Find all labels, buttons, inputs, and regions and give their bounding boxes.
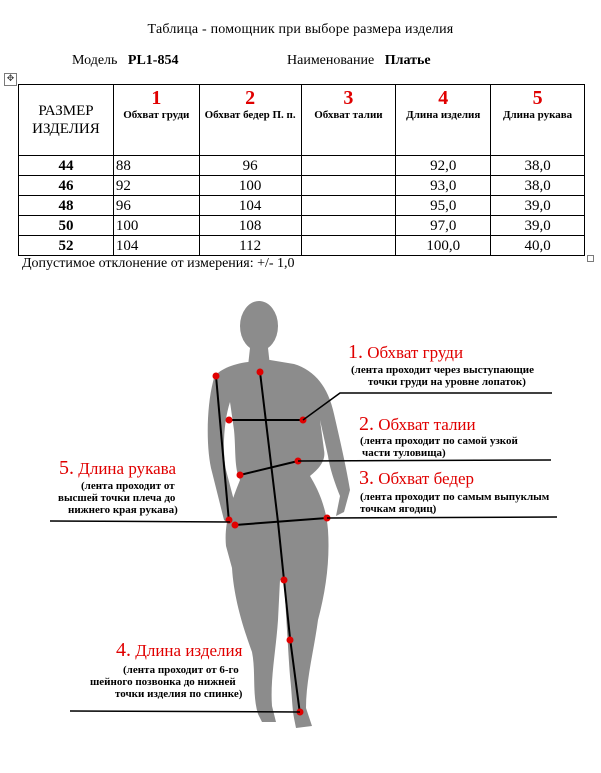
table-cell: 92,0: [396, 156, 491, 176]
name-row: [287, 53, 431, 69]
svg-text:(лента проходит через выступаю: (лента проходит через выступающие: [351, 364, 535, 376]
svg-text:точки изделия по спинке): точки изделия по спинке): [115, 688, 243, 700]
header-size: РАЗМЕР ИЗДЕЛИЯ: [19, 85, 114, 156]
header-chest: 1 Обхват груди: [113, 85, 199, 156]
label-waist: [359, 413, 518, 459]
label-chest: [348, 341, 534, 388]
table-header-row: [19, 85, 585, 156]
table-cell: 100: [199, 176, 301, 196]
table-cell: 95,0: [396, 196, 491, 216]
name-label: Наименование: [287, 53, 375, 68]
svg-text:1. Обхват груди: 1. Обхват груди: [348, 341, 464, 363]
table-cell: 104: [199, 196, 301, 216]
tolerance-note: Допустимое отклонение от измерения: +/- 1,0: [22, 256, 295, 271]
svg-text:(лента проходит по самым выпук: (лента проходит по самым выпуклым: [360, 491, 550, 503]
table-cell: [301, 236, 396, 256]
table-cell: 38,0: [491, 176, 585, 196]
table-cell: 46: [19, 176, 114, 196]
table-cell: [301, 176, 396, 196]
table-cell: 50: [19, 216, 114, 236]
table-cell: 104: [113, 236, 199, 256]
table-row: [19, 236, 585, 256]
name-value: Платье: [384, 53, 431, 68]
table-row: [19, 176, 585, 196]
header-hips: 2 Обхват бедер П. п.: [199, 85, 301, 156]
size-table: [18, 84, 585, 256]
svg-text:3. Обхват бедер: 3. Обхват бедер: [359, 467, 475, 489]
svg-text:(лента проходит от 6-го: (лента проходит от 6-го: [123, 664, 239, 676]
table-cell: 96: [199, 156, 301, 176]
svg-text:высшей точки плеча до: высшей точки плеча до: [58, 492, 176, 504]
table-cell: 48: [19, 196, 114, 216]
table-cell: 108: [199, 216, 301, 236]
svg-text:части туловища): части туловища): [362, 447, 446, 459]
model-label: Модель: [72, 53, 118, 68]
svg-text:(лента проходит по самой узкой: (лента проходит по самой узкой: [360, 435, 518, 447]
model-value: PL1-854: [127, 53, 179, 68]
label-sleeve: [58, 457, 178, 516]
table-resize-handle[interactable]: [587, 255, 594, 262]
table-row: [19, 196, 585, 216]
label-length: [90, 639, 243, 700]
table-cell: 97,0: [396, 216, 491, 236]
table-cell: [301, 156, 396, 176]
table-move-handle-icon[interactable]: ✥: [4, 73, 17, 86]
svg-text:5. Длина рукава: 5. Длина рукава: [59, 457, 176, 479]
model-row: [72, 53, 178, 69]
header-waist: 3 Обхват талии: [301, 85, 396, 156]
header-sleeve: 5 Длина рукава: [491, 85, 585, 156]
svg-text:(лента проходит от: (лента проходит от: [81, 480, 175, 492]
measurement-figure: [0, 290, 601, 773]
table-cell: 112: [199, 236, 301, 256]
svg-text:шейного позвонка до нижней: шейного позвонка до нижней: [90, 676, 236, 688]
table-cell: 100,0: [396, 236, 491, 256]
table-row: [19, 156, 585, 176]
table-row: [19, 216, 585, 236]
table-cell: 44: [19, 156, 114, 176]
table-cell: 38,0: [491, 156, 585, 176]
table-cell: 52: [19, 236, 114, 256]
table-cell: 96: [113, 196, 199, 216]
table-cell: 39,0: [491, 216, 585, 236]
label-hips: [359, 467, 550, 515]
svg-text:точкам ягодиц): точкам ягодиц): [360, 503, 437, 515]
table-cell: 93,0: [396, 176, 491, 196]
header-length: 4 Длина изделия: [396, 85, 491, 156]
table-cell: 88: [113, 156, 199, 176]
svg-text:нижнего края рукава): нижнего края рукава): [68, 504, 178, 516]
table-cell: [301, 216, 396, 236]
table-cell: 40,0: [491, 236, 585, 256]
document-title: Таблица - помощник при выборе размера изделия: [147, 22, 454, 37]
table-cell: 39,0: [491, 196, 585, 216]
table-cell: 100: [113, 216, 199, 236]
svg-text:4. Длина изделия: 4. Длина изделия: [116, 639, 243, 661]
table-cell: 92: [113, 176, 199, 196]
svg-text:точки груди на уровне лопаток): точки груди на уровне лопаток): [368, 376, 526, 388]
table-cell: [301, 196, 396, 216]
svg-text:2. Обхват талии: 2. Обхват талии: [359, 413, 476, 435]
